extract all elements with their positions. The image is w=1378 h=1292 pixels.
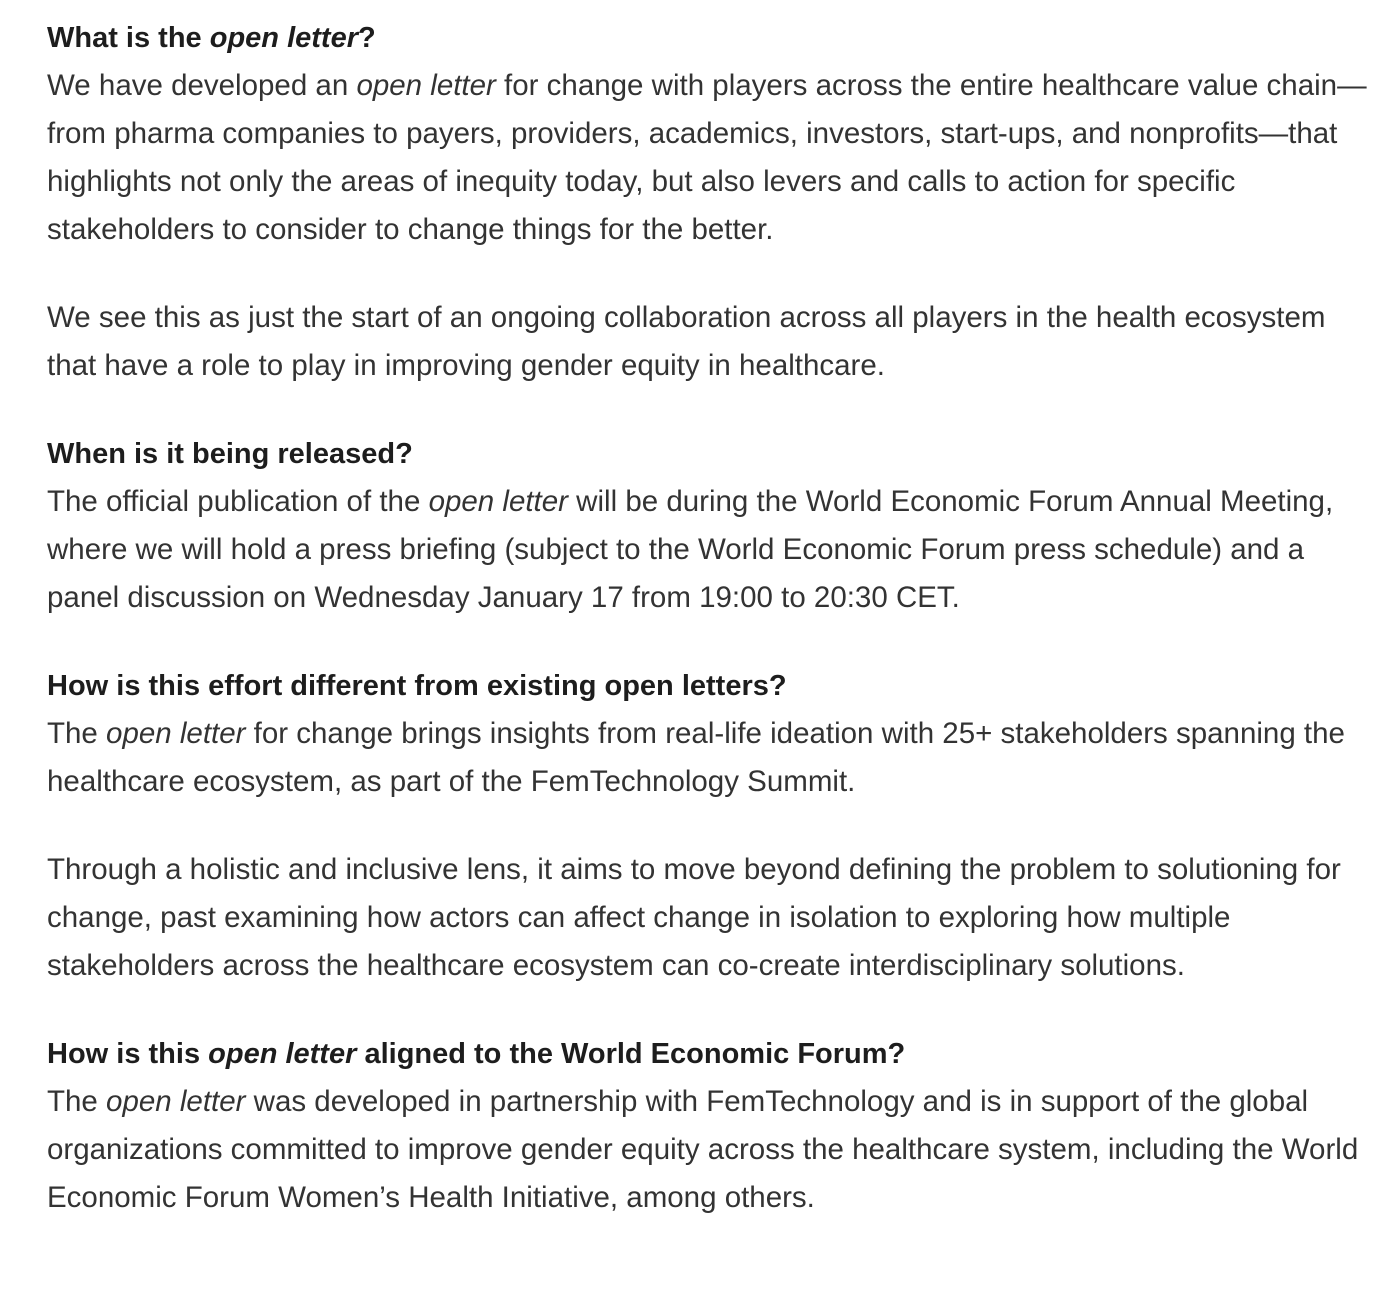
faq-answer-paragraph: We see this as just the start of an ongoing collaboration across all players in the health ecosystem that have a role to play in improving gender equity in healthcare. [47, 301, 1326, 382]
faq-item-release-date [47, 430, 1367, 622]
faq-answer-paragraph: The official publication of the open letter will be during the World Economic Forum Annual Meeting, where we will hold a press briefing (subject to the World Economic Forum press schedule) and a panel discussion on Wednesday January 17 from 19:00 to 20:30 CET. [47, 485, 1334, 614]
faq-item-what-is-open-letter [47, 14, 1367, 390]
faq-answer-paragraph: The open letter for change brings insights from real-life ideation with 25+ stakeholders spanning the healthcare ecosystem, as part of the FemTechnology Summit. [47, 717, 1345, 798]
faq-question: When is it being released? [47, 438, 413, 470]
faq-answer-paragraph: Through a holistic and inclusive lens, it aims to move beyond defining the problem to solutioning for change, past examining how actors can affect change in isolation to exploring how multiple stakeholders across the healthcare ecosystem can co-create interdisciplinary solutions. [47, 853, 1341, 982]
faq-item-wef-alignment [47, 1030, 1367, 1222]
faq-section [47, 14, 1367, 1262]
faq-item-difference [47, 662, 1367, 990]
faq-answer-paragraph: The open letter was developed in partnership with FemTechnology and is in support of the global organizations committed to improve gender equity across the healthcare system, including the World Economic Forum Women’s Health Initiative, among others. [47, 1085, 1359, 1214]
faq-answer-paragraph: We have developed an open letter for change with players across the entire healthcare value chain—from pharma companies to payers, providers, academics, investors, start-ups, and nonprofits—that highlights not only the areas of inequity today, but also levers and calls to action for specific stakeholders to consider to change things for the better. [47, 69, 1367, 246]
faq-question: How is this effort different from existing open letters? [47, 670, 787, 702]
faq-question: How is this open letter aligned to the World Economic Forum? [47, 1038, 906, 1070]
faq-question: What is the open letter? [47, 22, 376, 54]
